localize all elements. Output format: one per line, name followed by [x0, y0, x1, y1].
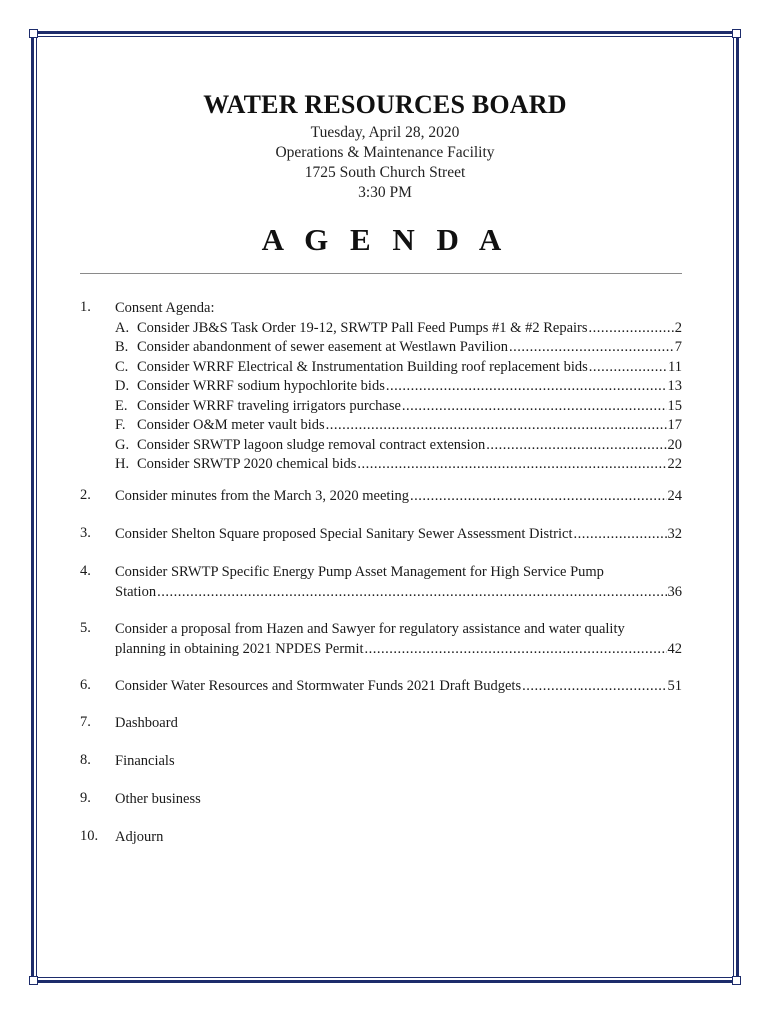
sub-item-f	[115, 416, 682, 436]
dot-leader	[365, 640, 667, 660]
sub-item-e	[115, 397, 682, 417]
page-number: 36	[667, 583, 682, 600]
sub-item-h	[115, 455, 682, 475]
sub-item-letter: E.	[115, 397, 128, 414]
sub-item-text: Consider O&M meter vault bids	[137, 417, 325, 433]
item-text-continued: Station	[115, 583, 157, 600]
meeting-address: 1725 South Church Street	[304, 164, 466, 181]
page-number: 32	[667, 526, 682, 542]
meeting-date: Tuesday, April 28, 2020	[310, 124, 460, 141]
item-text: Financials	[115, 753, 175, 769]
sub-item-text: Consider WRRF traveling irrigators purchase	[137, 397, 401, 414]
dot-leader	[509, 338, 674, 358]
item-number: 7.	[80, 714, 91, 730]
dot-leader	[326, 416, 667, 436]
page-number: 13	[667, 378, 682, 394]
heading-divider	[80, 273, 682, 274]
border-corner-ornament	[29, 29, 38, 38]
item-number: 6.	[80, 677, 91, 693]
dot-leader	[402, 397, 667, 417]
board-title: WATER RESOURCES BOARD	[203, 90, 567, 119]
meeting-time: 3:30 PM	[358, 184, 412, 201]
dot-leader	[386, 377, 667, 397]
sub-item-letter: D.	[115, 378, 130, 394]
sub-item-letter: B.	[115, 339, 129, 355]
item-number: 8.	[80, 752, 91, 768]
sub-item-c	[115, 358, 682, 378]
item-text: Consider Shelton Square proposed Special Sanitary Sewer Assessment District	[115, 526, 573, 542]
item-number: 4.	[80, 563, 91, 579]
dot-leader	[522, 677, 666, 697]
page-number: 24	[667, 488, 682, 504]
sub-item-d	[115, 377, 682, 397]
sub-item-text: Consider WRRF Electrical & Instrumentation Building roof replacement bids	[137, 358, 588, 375]
page-number: 51	[667, 678, 682, 694]
page-number: 17	[667, 417, 682, 433]
sub-item-a	[115, 319, 682, 339]
page-number: 20	[667, 436, 682, 453]
item-text: Consider minutes from the March 3, 2020 meeting	[115, 488, 409, 504]
item-number: 2.	[80, 487, 91, 503]
dot-leader	[157, 583, 666, 603]
item-text-continued: planning in obtaining 2021 NPDES Permit	[115, 640, 364, 657]
sub-item-text: Consider abandonment of sewer easement at Westlawn Pavilion	[137, 339, 509, 355]
sub-item-text: Consider WRRF sodium hypochlorite bids	[137, 378, 385, 394]
item-number: 9.	[80, 790, 91, 806]
sub-item-text: Consider SRWTP lagoon sludge removal contract extension	[137, 436, 486, 453]
page-number: 11	[668, 358, 682, 375]
border-corner-ornament	[732, 29, 741, 38]
sub-item-letter: F.	[115, 417, 126, 433]
dot-leader	[410, 487, 667, 507]
dot-leader	[589, 358, 667, 378]
sub-item-text: Consider JB&S Task Order 19-12, SRWTP Pall Feed Pumps #1 & #2 Repairs	[137, 319, 588, 336]
item-number: 3.	[80, 525, 91, 541]
sub-item-letter: A.	[115, 319, 130, 336]
dot-leader	[574, 525, 667, 545]
dot-leader	[589, 319, 674, 339]
dot-leader	[357, 455, 666, 475]
item-number: 10.	[80, 828, 99, 844]
sub-item-b	[115, 338, 682, 358]
page-number: 7	[674, 339, 682, 355]
item-text: Dashboard	[115, 715, 178, 731]
sub-item-text: Consider SRWTP 2020 chemical bids	[137, 456, 357, 472]
border-corner-ornament	[732, 976, 741, 985]
item-text: Adjourn	[115, 829, 164, 845]
item-text: Consider SRWTP Specific Energy Pump Asset Management for High Service Pump	[115, 564, 604, 580]
item-text: Other business	[115, 791, 201, 807]
agenda-heading: A G E N D A	[261, 222, 509, 257]
item-text: Consent Agenda:	[115, 300, 215, 316]
item-text: Consider Water Resources and Stormwater Funds 2021 Draft Budgets	[115, 678, 522, 694]
page-number: 15	[667, 397, 682, 414]
sub-item-letter: H.	[115, 456, 130, 472]
sub-item-letter: C.	[115, 358, 129, 375]
meeting-location: Operations & Maintenance Facility	[275, 144, 495, 161]
item-number: 5.	[80, 620, 91, 636]
dot-leader	[486, 436, 666, 456]
sub-item-letter: G.	[115, 436, 130, 453]
page-number: 22	[667, 456, 682, 472]
page-number: 2	[674, 319, 682, 336]
page-number: 42	[667, 640, 682, 657]
item-number: 1.	[80, 299, 91, 315]
sub-item-g	[115, 436, 682, 456]
item-text: Consider a proposal from Hazen and Sawyer for regulatory assistance and water quality	[115, 621, 625, 637]
border-corner-ornament	[29, 976, 38, 985]
